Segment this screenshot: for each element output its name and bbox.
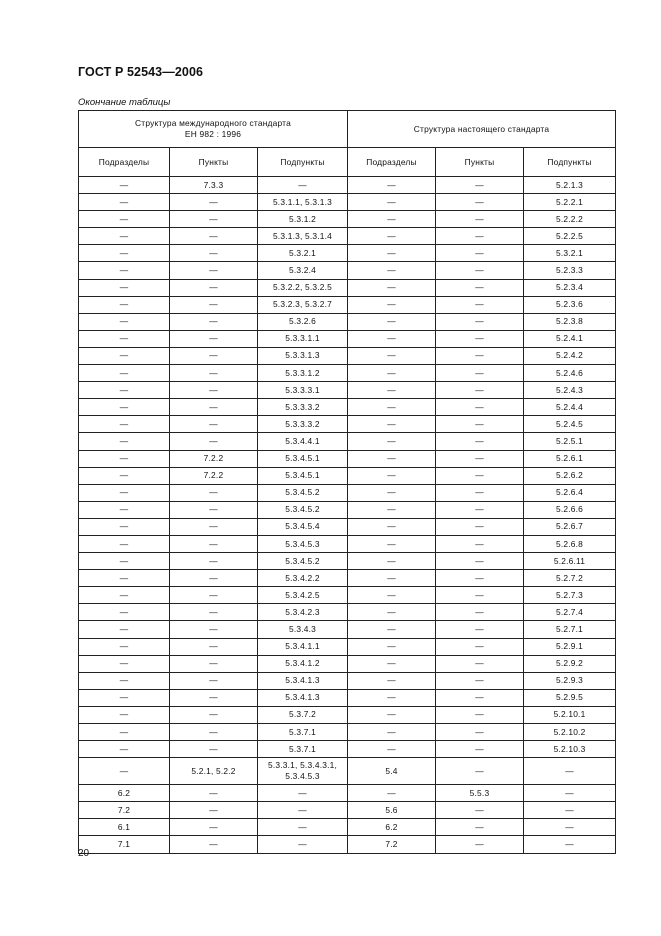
table-cell: 5.2.1, 5.2.2 <box>170 758 258 785</box>
column-header: Подразделы <box>79 148 170 177</box>
table-cell: 5.3.2.6 <box>258 313 348 330</box>
table-cell: 5.3.3.3.1 <box>258 382 348 399</box>
table-cell: — <box>258 836 348 853</box>
table-cell: 5.3.3.3.2 <box>258 399 348 416</box>
table-cell: — <box>436 296 524 313</box>
table-cell: — <box>79 724 170 741</box>
table-cell: — <box>348 535 436 552</box>
table-cell: — <box>348 399 436 416</box>
table-cell: — <box>170 382 258 399</box>
table-cell: — <box>348 296 436 313</box>
table-cell: 5.3.1.2 <box>258 211 348 228</box>
table-cell: — <box>79 279 170 296</box>
table-cell: 5.3.7.1 <box>258 724 348 741</box>
table-cell: — <box>170 262 258 279</box>
table-cell: — <box>348 501 436 518</box>
table-cell: — <box>79 330 170 347</box>
table-cell: 5.3.4.5.1 <box>258 467 348 484</box>
table-cell: — <box>170 836 258 853</box>
table-cell: 5.3.2.1 <box>524 245 616 262</box>
table-cell: — <box>436 501 524 518</box>
table-cell: 5.2.9.5 <box>524 689 616 706</box>
table-cell: — <box>79 194 170 211</box>
table-cell: — <box>170 518 258 535</box>
table-cell: — <box>348 416 436 433</box>
table-cell: — <box>170 604 258 621</box>
table-cell: — <box>348 194 436 211</box>
table-cell: — <box>79 313 170 330</box>
table-cell: — <box>348 570 436 587</box>
table-row <box>79 836 616 853</box>
table-cell: — <box>170 587 258 604</box>
table-row <box>79 587 616 604</box>
page-number: 20 <box>78 848 90 859</box>
table-cell: — <box>79 433 170 450</box>
table-cell: — <box>79 262 170 279</box>
table-cell: — <box>79 587 170 604</box>
table-cell: — <box>436 724 524 741</box>
table-cell: 5.3.7.2 <box>258 706 348 723</box>
table-row <box>79 724 616 741</box>
table-cell: — <box>436 450 524 467</box>
table-row <box>79 604 616 621</box>
table-cell: — <box>170 570 258 587</box>
table-row <box>79 450 616 467</box>
table-cell: 5.3.4.5.2 <box>258 553 348 570</box>
table-cell: — <box>170 621 258 638</box>
table-row <box>79 194 616 211</box>
table-cell: 7.2 <box>348 836 436 853</box>
table-body <box>79 177 616 854</box>
table-cell: — <box>170 706 258 723</box>
table-cell: — <box>79 245 170 262</box>
table-cell: — <box>79 501 170 518</box>
table-cell: — <box>524 819 616 836</box>
column-header: Подпункты <box>524 148 616 177</box>
table-row <box>79 638 616 655</box>
table-cell: 5.2.7.4 <box>524 604 616 621</box>
table-cell: — <box>436 382 524 399</box>
table-cell: — <box>170 553 258 570</box>
table-cell: 7.2 <box>79 802 170 819</box>
table-cell: — <box>348 689 436 706</box>
table-cell: 5.3.4.2.5 <box>258 587 348 604</box>
table-cell: — <box>258 819 348 836</box>
table-cell: — <box>436 819 524 836</box>
table-cell: — <box>79 416 170 433</box>
column-header: Подпункты <box>258 148 348 177</box>
table-cell: 5.2.7.2 <box>524 570 616 587</box>
table-cell: — <box>170 279 258 296</box>
table-cell: — <box>436 836 524 853</box>
table-cell: — <box>170 501 258 518</box>
table-cell: 5.2.4.2 <box>524 347 616 364</box>
table-cell: — <box>170 672 258 689</box>
table-cell: — <box>258 785 348 802</box>
table-cell: — <box>170 194 258 211</box>
table-cell: — <box>348 279 436 296</box>
table-cell: — <box>524 785 616 802</box>
table-cell: 5.3.2.4 <box>258 262 348 279</box>
table-cell: 5.4 <box>348 758 436 785</box>
table-cell: — <box>170 228 258 245</box>
table-cell: — <box>348 672 436 689</box>
table-cell: — <box>79 296 170 313</box>
table-cell: 5.2.4.3 <box>524 382 616 399</box>
table-cell: — <box>348 211 436 228</box>
table-cell: 5.2.6.8 <box>524 535 616 552</box>
table-cell: 5.2.3.8 <box>524 313 616 330</box>
table-cell: — <box>79 758 170 785</box>
table-cell: 7.3.3 <box>170 177 258 194</box>
table-cell: 5.2.2.2 <box>524 211 616 228</box>
table-cell: — <box>170 365 258 382</box>
table-cell: — <box>348 518 436 535</box>
table-cell: — <box>79 228 170 245</box>
table-cell: — <box>348 655 436 672</box>
table-cell: — <box>436 313 524 330</box>
table-cell: — <box>348 245 436 262</box>
table-cell: 7.2.2 <box>170 450 258 467</box>
table-cell: — <box>79 741 170 758</box>
table-cell: 5.2.3.4 <box>524 279 616 296</box>
table-cell: — <box>170 296 258 313</box>
table-cell: — <box>79 365 170 382</box>
table-cell: — <box>170 819 258 836</box>
table-cell: — <box>524 802 616 819</box>
table-cell: — <box>436 758 524 785</box>
table-cell: — <box>436 535 524 552</box>
table-row <box>79 211 616 228</box>
table-cell: 5.2.7.1 <box>524 621 616 638</box>
table-cell: — <box>348 638 436 655</box>
table-cell: — <box>436 689 524 706</box>
table-cell: 5.5.3 <box>436 785 524 802</box>
table-cell: 5.2.6.11 <box>524 553 616 570</box>
table-cell: — <box>436 330 524 347</box>
table-cell: — <box>436 621 524 638</box>
table-cell: — <box>348 553 436 570</box>
table-cell: — <box>170 741 258 758</box>
table-cell: 5.3.7.1 <box>258 741 348 758</box>
table-caption: Окончание таблицы <box>78 97 171 108</box>
table-cell: — <box>170 785 258 802</box>
table-row <box>79 570 616 587</box>
table-cell: — <box>170 313 258 330</box>
table-cell: 5.3.4.1.3 <box>258 689 348 706</box>
table-cell: — <box>170 211 258 228</box>
table-cell: — <box>436 638 524 655</box>
table-cell: — <box>79 689 170 706</box>
table-cell: — <box>79 553 170 570</box>
table-cell: 5.3.4.5.1 <box>258 450 348 467</box>
table-cell: — <box>348 177 436 194</box>
table-cell: — <box>436 347 524 364</box>
table-cell: 5.2.9.1 <box>524 638 616 655</box>
table-cell: 5.3.4.5.3 <box>258 535 348 552</box>
table-cell: — <box>79 570 170 587</box>
table-cell: — <box>436 399 524 416</box>
current-standard-header: Структура настоящего стандарта <box>348 111 616 148</box>
structure-comparison-table <box>78 110 616 854</box>
table-cell: 5.3.4.3 <box>258 621 348 638</box>
table-cell: — <box>436 553 524 570</box>
table-cell: — <box>79 347 170 364</box>
table-cell: — <box>348 484 436 501</box>
table-cell: 5.3.2.1 <box>258 245 348 262</box>
table-cell: 5.2.5.1 <box>524 433 616 450</box>
table-row <box>79 655 616 672</box>
table-cell: — <box>436 741 524 758</box>
table-row <box>79 245 616 262</box>
table-cell: — <box>348 433 436 450</box>
table-row <box>79 741 616 758</box>
table-cell: 5.2.9.3 <box>524 672 616 689</box>
table-row <box>79 501 616 518</box>
table-row <box>79 689 616 706</box>
table-row <box>79 433 616 450</box>
table-cell: — <box>436 365 524 382</box>
table-cell: — <box>79 399 170 416</box>
table-cell: 5.2.10.2 <box>524 724 616 741</box>
international-standard-header <box>79 111 348 148</box>
table-cell: 5.3.3.3.2 <box>258 416 348 433</box>
table-row <box>79 467 616 484</box>
table-cell: — <box>79 450 170 467</box>
table-cell: 7.2.2 <box>170 467 258 484</box>
table-row <box>79 296 616 313</box>
table-cell: — <box>348 313 436 330</box>
table-cell: — <box>170 655 258 672</box>
table-cell: — <box>79 655 170 672</box>
table-cell: — <box>258 802 348 819</box>
table-cell: — <box>170 484 258 501</box>
table-cell: — <box>436 177 524 194</box>
table-cell: 5.3.2.3, 5.3.2.7 <box>258 296 348 313</box>
table-cell: — <box>170 433 258 450</box>
table-cell: 5.2.4.1 <box>524 330 616 347</box>
table-cell: — <box>170 330 258 347</box>
table-row <box>79 672 616 689</box>
table-row <box>79 484 616 501</box>
table-cell: — <box>348 382 436 399</box>
column-header: Пункты <box>170 148 258 177</box>
table-row <box>79 706 616 723</box>
table-row <box>79 177 616 194</box>
table-cell: 5.3.4.2.3 <box>258 604 348 621</box>
table-cell: — <box>436 655 524 672</box>
table-cell: 5.3.4.1.1 <box>258 638 348 655</box>
table-cell: — <box>436 467 524 484</box>
table-row <box>79 365 616 382</box>
table-row <box>79 382 616 399</box>
table-cell: 7.1 <box>79 836 170 853</box>
table-cell: 6.2 <box>348 819 436 836</box>
table-cell: — <box>436 211 524 228</box>
table-cell: 5.2.3.3 <box>524 262 616 279</box>
table-cell: 5.3.4.5.2 <box>258 501 348 518</box>
table-cell: — <box>170 399 258 416</box>
table-cell: — <box>348 262 436 279</box>
column-header: Пункты <box>436 148 524 177</box>
table-cell: — <box>348 228 436 245</box>
table-row <box>79 758 616 785</box>
table-cell: 5.2.6.6 <box>524 501 616 518</box>
table-cell: 6.1 <box>79 819 170 836</box>
table-cell: — <box>79 484 170 501</box>
table-cell: — <box>348 741 436 758</box>
table-cell: — <box>170 245 258 262</box>
table-cell: — <box>348 467 436 484</box>
table-cell: 5.2.10.3 <box>524 741 616 758</box>
table-cell: 5.3.3.1.2 <box>258 365 348 382</box>
table-cell: 5.3.4.2.2 <box>258 570 348 587</box>
table-cell: — <box>170 416 258 433</box>
table-cell: — <box>348 785 436 802</box>
international-standard-title: Структура международного стандарта <box>135 118 291 128</box>
international-standard-number: ЕН 982 : 1996 <box>184 129 242 139</box>
table-cell: 5.3.3.1, 5.3.4.3.1, 5.3.4.5.3 <box>258 758 348 785</box>
table-row <box>79 802 616 819</box>
table-row <box>79 330 616 347</box>
table-cell: 5.3.4.1.3 <box>258 672 348 689</box>
table-cell: — <box>79 467 170 484</box>
table-cell: 5.2.10.1 <box>524 706 616 723</box>
table-cell: — <box>348 604 436 621</box>
table-cell: 5.2.6.7 <box>524 518 616 535</box>
column-header: Подразделы <box>348 148 436 177</box>
table-cell: 5.3.4.5.2 <box>258 484 348 501</box>
table-cell: — <box>79 211 170 228</box>
table-cell: — <box>436 416 524 433</box>
table-cell: — <box>436 518 524 535</box>
table-cell: — <box>79 621 170 638</box>
table-cell: 5.3.1.3, 5.3.1.4 <box>258 228 348 245</box>
table-row <box>79 785 616 802</box>
table-cell: 5.3.3.1.1 <box>258 330 348 347</box>
table-row <box>79 313 616 330</box>
table-cell: — <box>436 228 524 245</box>
table-row <box>79 228 616 245</box>
table-cell: — <box>348 724 436 741</box>
table-cell: — <box>436 706 524 723</box>
table-cell: — <box>436 194 524 211</box>
table-cell: — <box>79 604 170 621</box>
table-cell: — <box>524 758 616 785</box>
table-cell: 5.3.3.1.3 <box>258 347 348 364</box>
table-row <box>79 518 616 535</box>
table-row <box>79 399 616 416</box>
table-cell: — <box>258 177 348 194</box>
table-cell: — <box>436 604 524 621</box>
table-cell: — <box>436 279 524 296</box>
table-cell: — <box>79 177 170 194</box>
table-row <box>79 621 616 638</box>
table-cell: — <box>348 347 436 364</box>
table-cell: 5.2.9.2 <box>524 655 616 672</box>
table-cell: 5.3.4.4.1 <box>258 433 348 450</box>
table-cell: 5.3.1.1, 5.3.1.3 <box>258 194 348 211</box>
table-cell: — <box>348 587 436 604</box>
table-row <box>79 262 616 279</box>
table-cell: — <box>436 587 524 604</box>
table-cell: — <box>79 535 170 552</box>
table-cell: 5.2.2.1 <box>524 194 616 211</box>
table-cell: — <box>436 245 524 262</box>
table-cell: 5.6 <box>348 802 436 819</box>
table-row <box>79 279 616 296</box>
table-cell: — <box>524 836 616 853</box>
table-cell: — <box>436 570 524 587</box>
table-cell: — <box>348 450 436 467</box>
table-cell: 5.3.4.1.2 <box>258 655 348 672</box>
table-cell: — <box>170 802 258 819</box>
table-row <box>79 535 616 552</box>
table-cell: 5.2.4.4 <box>524 399 616 416</box>
table-cell: — <box>170 347 258 364</box>
table-cell: 5.2.6.4 <box>524 484 616 501</box>
table-cell: — <box>348 706 436 723</box>
table-cell: 5.2.6.1 <box>524 450 616 467</box>
table-cell: — <box>170 638 258 655</box>
table-cell: 5.2.4.5 <box>524 416 616 433</box>
table-cell: 5.2.6.2 <box>524 467 616 484</box>
table-cell: 6.2 <box>79 785 170 802</box>
table-cell: — <box>436 262 524 279</box>
table-cell: — <box>79 638 170 655</box>
table-cell: — <box>170 724 258 741</box>
table-row <box>79 553 616 570</box>
document-title: ГОСТ Р 52543—2006 <box>78 65 204 79</box>
table-cell: 5.2.3.6 <box>524 296 616 313</box>
table-cell: — <box>436 672 524 689</box>
table-cell: — <box>79 382 170 399</box>
table-cell: — <box>348 365 436 382</box>
table-row <box>79 416 616 433</box>
table-row <box>79 347 616 364</box>
table-cell: — <box>436 802 524 819</box>
table-cell: — <box>170 535 258 552</box>
table-cell: — <box>436 484 524 501</box>
table-cell: — <box>79 518 170 535</box>
table-cell: — <box>79 706 170 723</box>
table-cell: — <box>79 672 170 689</box>
table-cell: — <box>348 621 436 638</box>
table-cell: 5.2.2.5 <box>524 228 616 245</box>
table-cell: — <box>348 330 436 347</box>
table-cell: — <box>436 433 524 450</box>
table-cell: 5.2.4.6 <box>524 365 616 382</box>
table-cell: 5.2.7.3 <box>524 587 616 604</box>
table-row <box>79 819 616 836</box>
table-cell: 5.3.4.5.4 <box>258 518 348 535</box>
table-cell: — <box>170 689 258 706</box>
table-cell: 5.2.1.3 <box>524 177 616 194</box>
table-cell: 5.3.2.2, 5.3.2.5 <box>258 279 348 296</box>
